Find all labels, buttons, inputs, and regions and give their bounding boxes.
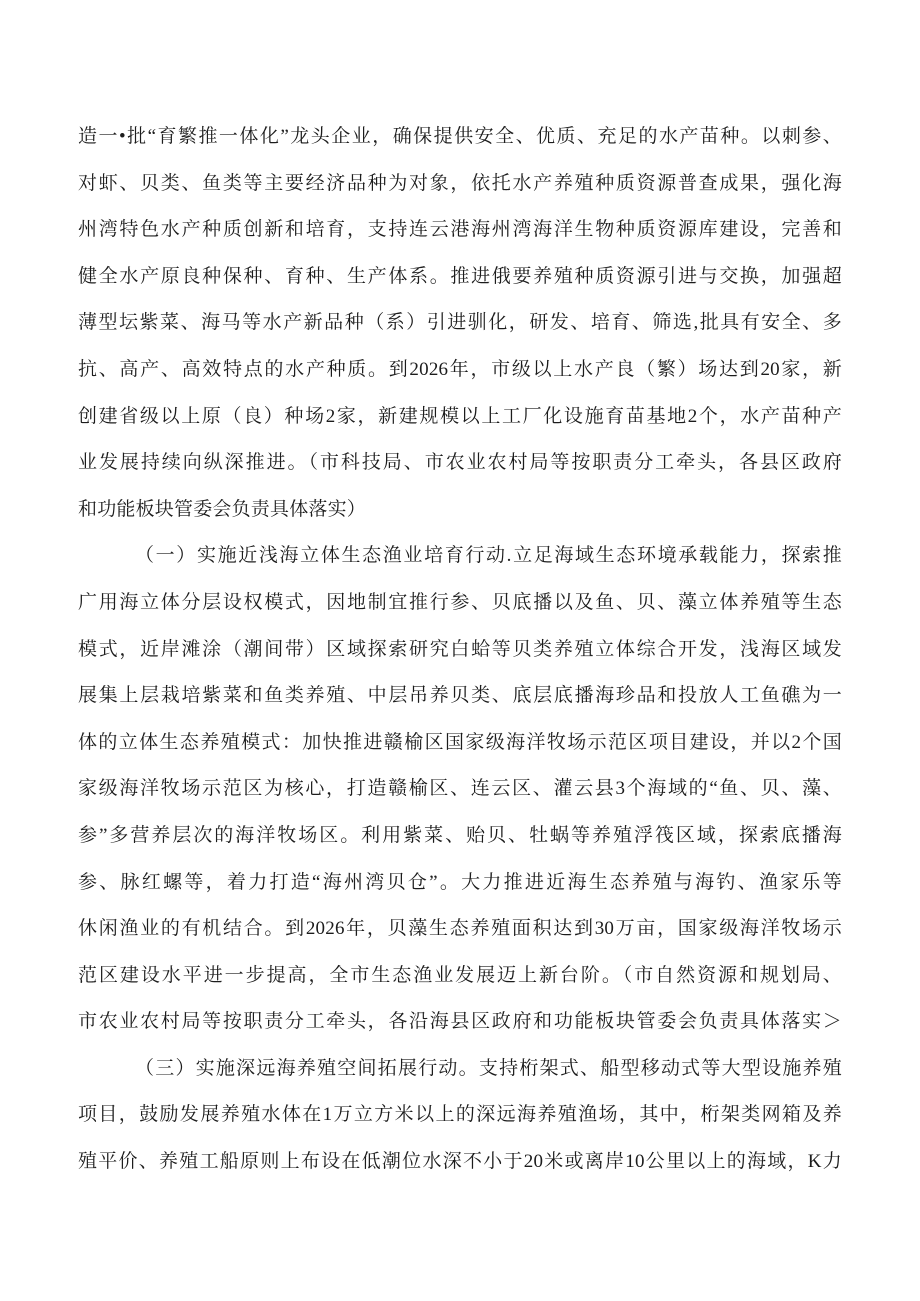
text-line: 业发展持续向纵深推进。（市科技局、市农业农村局等按职责分工牵头，各县区政府	[78, 452, 842, 474]
document-page	[78, 114, 842, 1186]
text-line: （三）实施深远海养殖空间拓展行动。支持桁架式、船型移动式等大型设施养殖	[135, 1057, 842, 1079]
text-line: 殖平价、养殖工船原则上布设在低潮位水深不小于20米或离岸10公里以上的海域，K力	[78, 1151, 842, 1173]
text-line: 体的立体生态养殖模式：加快推进赣榆区国家级海洋牧场示范区项目建设，并以2个国	[78, 731, 842, 753]
text-line: 市农业农村局等按职责分工牵头，各沿海县区政府和功能板块管委会负责具体落实＞	[78, 1011, 842, 1033]
paragraph-3	[78, 1046, 842, 1186]
text-line: 抗、高产、高效特点的水产种质。到2026年，市级以上水产良（繁）场达到20家，新	[78, 358, 842, 380]
text-line: 广用海立体分层设权模式，因地制宜推行参、贝底播以及鱼、贝、藻立体养殖等生态	[78, 591, 842, 613]
text-line: 和功能板块管委会负责具体落实）	[78, 498, 367, 520]
text-line: 健全水产原良种保种、育种、生产体系。推进俄要养殖种质资源引进与交换，加强超	[78, 265, 842, 287]
text-line: 薄型坛紫菜、海马等水产新品种（系）引进驯化，研发、培育、筛选,批具有安全、多	[78, 312, 842, 334]
text-line: 创建省级以上原（良）种场2家，新建规模以上工厂化设施育苗基地2个，水产苗种产	[78, 405, 842, 427]
text-line: （一）实施近浅海立体生态渔业培育行动.立足海域生态环境承载能力，探索推	[135, 545, 842, 567]
text-line: 州湾特色水产种质创新和培育，支持连云港海州湾海洋生物种质资源库建设，完善和	[78, 219, 842, 241]
text-line: 参、脉红螺等，着力打造“海州湾贝仓”。大力推进近海生态养殖与海钓、渔家乐等	[78, 871, 842, 893]
text-line: 模式，近岸滩涂（潮间带）区域探索研究白蛤等贝类养殖立体综合开发，浅海区域发	[78, 638, 842, 660]
text-line: 项目，鼓励发展养殖水体在1万立方米以上的深远海养殖渔场，其中，桁架类网箱及养	[78, 1104, 842, 1126]
text-line: 家级海洋牧场示范区为核心，打造赣榆区、连云区、灌云县3个海域的“鱼、贝、藻、	[78, 778, 842, 800]
text-line: 范区建设水平进一步提高，全市生态渔业发展迈上新台阶。（市自然资源和规划局、	[78, 964, 842, 986]
text-line: 休闲渔业的有机结合。到2026年，贝藻生态养殖面积达到30万亩，国家级海洋牧场示	[78, 918, 842, 940]
text-line: 参”多营养层次的海洋牧场区。利用紫菜、贻贝、牡蜗等养殖浮筏区域，探索底播海	[78, 824, 842, 846]
text-line: 展集上层栽培紫菜和鱼类养殖、中层吊养贝类、底层底播海珍品和投放人工鱼礁为一	[78, 685, 842, 707]
text-line: 造一•批“育繁推一体化”龙头企业，确保提供安全、优质、充足的水产苗种。以刺参、	[78, 126, 842, 147]
text-line: 对虾、贝类、鱼类等主要经济品种为对象，依托水产养殖种质资源普查成果，强化海	[78, 172, 842, 194]
paragraph-2	[78, 533, 842, 1046]
paragraph-1	[78, 114, 842, 533]
